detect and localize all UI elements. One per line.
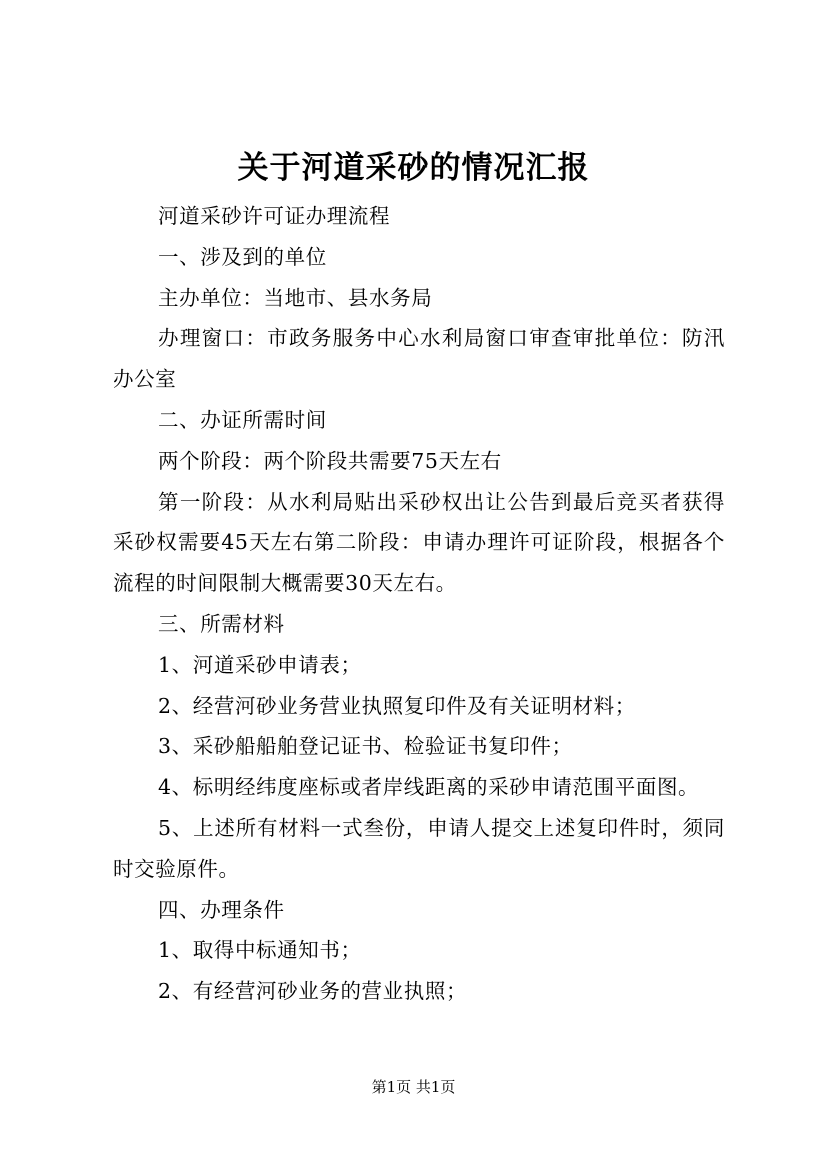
- paragraph: 河道采砂许可证办理流程: [158, 204, 391, 228]
- paragraph: 第一阶段：从水利局贴出采砂权出让公告到最后竞买者获得采砂权需要45天左右第二阶段：申请办理许可证阶段，根据各个流程的时间限制大概需要30天左右。: [113, 489, 725, 596]
- list-item: 1、取得中标通知书；: [158, 938, 362, 963]
- section-heading: 一、涉及到的单位: [158, 244, 327, 269]
- document-title: 关于河道采砂的情况汇报: [237, 150, 590, 186]
- section-heading: 三、所需材料: [158, 611, 285, 636]
- list-item: 2、有经营河砂业务的营业执照；: [158, 979, 468, 1004]
- list-item: 1、河道采砂申请表；: [158, 652, 362, 677]
- list-item: 5、上述所有材料一式叁份，申请人提交上述复印件时，须同时交验原件。: [113, 815, 725, 881]
- list-item: 4、标明经纬度座标或者岸线距离的采砂申请范围平面图。: [158, 775, 700, 800]
- document-body: [113, 196, 725, 1012]
- paragraph: 主办单位：当地市、县水务局: [158, 285, 433, 310]
- paragraph: 两个阶段：两个阶段共需要75天左右: [158, 448, 502, 473]
- list-item: 2、经营河砂业务营业执照复印件及有关证明材料；: [158, 693, 636, 718]
- page-number-footer: 第1页 共1页: [371, 1078, 456, 1096]
- paragraph: 办理窗口：市政务服务中心水利局窗口审查审批单位：防汛办公室: [113, 326, 725, 392]
- list-item: 3、采砂船船舶登记证书、检验证书复印件；: [158, 734, 573, 759]
- section-heading: 二、办证所需时间: [158, 407, 327, 432]
- section-heading: 四、办理条件: [158, 897, 285, 922]
